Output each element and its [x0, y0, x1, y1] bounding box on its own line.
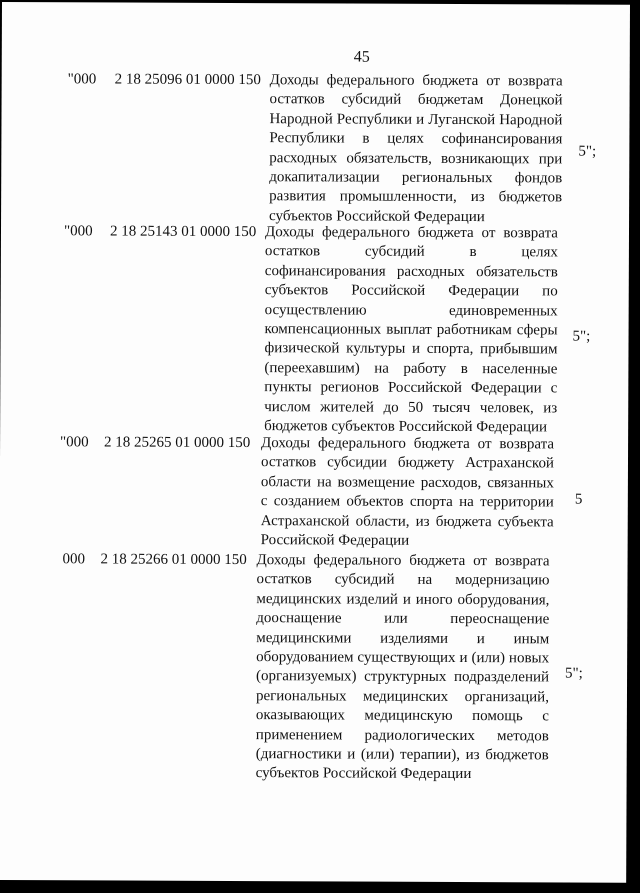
budget-classification-code: 2 18 25096 01 0000 150 — [114, 71, 261, 89]
revenue-description: Доходы федерального бюджета от возврата остатков субсидий бюджетам Донецкой Народной Республики и Луганской Народной Республики в целях софинансирования расходных обязательств, возникающих при докапитализации региональных фондов развития промышленности, из бюджетов субъектов Российской Федерации — [269, 72, 563, 225]
revenue-description: Доходы федерального бюджета от возврата остатков субсидии бюджету Астраханской области на возмещение расходов, связанных с созданием объектов спорта на территории Астраханской области, из бюджета субъекта Российской Федерации — [260, 435, 555, 549]
code-prefix: "000 — [60, 434, 89, 451]
budget-classification-code: 2 18 25143 01 0000 150 — [109, 223, 257, 241]
budget-classification-code: 2 18 25265 01 0000 150 — [104, 434, 251, 452]
code-prefix: "000 — [63, 223, 93, 240]
document-page — [0, 2, 630, 883]
page-number: 45 — [353, 48, 370, 66]
row-value: 5 — [574, 491, 583, 508]
code-prefix: 000 — [62, 551, 86, 568]
row-value: 5"; — [565, 665, 583, 682]
revenue-description: Доходы федерального бюджета от возврата остатков субсидий в целях софинансирования расходных обязательств субъектов Российской Федерации по осуществлению единовременных компенсационных выплат работникам сферы физической культуры и спорта, прибывшим (переехавшим) на работу в населенные пункты регионов Российской Федерации с числом жителей до 50 тысяч человек, из бюджетов субъектов Российской Федерации — [264, 224, 559, 436]
budget-classification-code: 2 18 25266 01 0000 150 — [100, 551, 247, 569]
row-value: 5"; — [572, 328, 591, 345]
row-value: 5"; — [578, 143, 597, 160]
revenue-description: Доходы федерального бюджета от возврата остатков субсидий на модернизацию медицинских изделий и иного оборудования, дооснащение или переоснащение медицинскими изделиями и иным оборудованием существующих и (или) новых (организуемых) структурных подразделений региональных медицинских организаций, оказывающих медицинскую помощь с применением радиологических методов (диагностики и (или) терапии), из бюджетов субъектов Российской Федерации — [255, 552, 550, 783]
code-prefix: "000 — [67, 71, 97, 88]
